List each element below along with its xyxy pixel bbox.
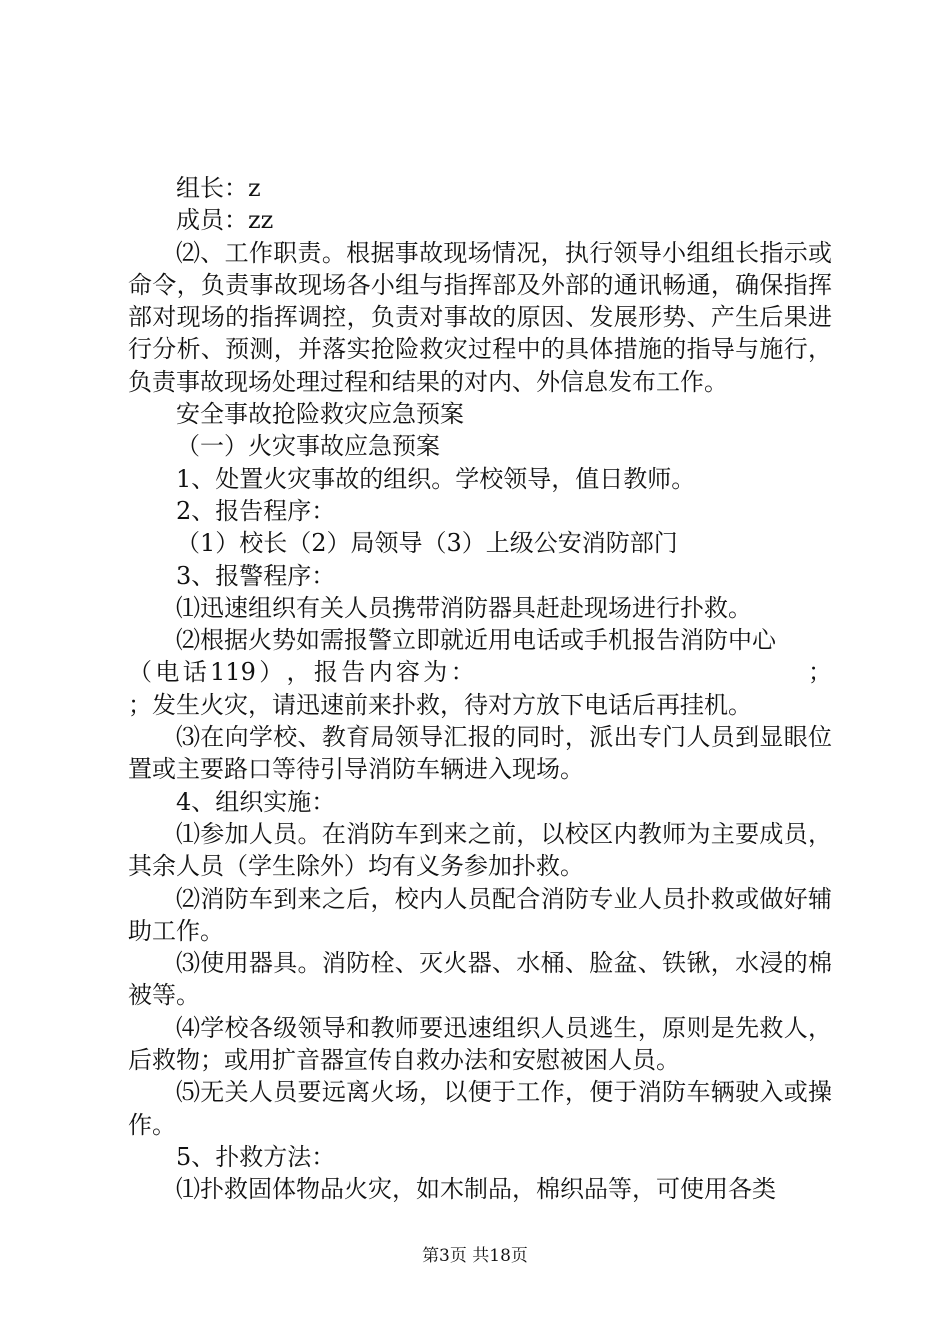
paragraph-members: 成员：zz xyxy=(176,206,274,235)
paragraph-alarm-step-2: ⑵根据火势如需报警立即就近用电话或手机报告消防中心 xyxy=(176,626,776,655)
phone-line-char: 话 xyxy=(182,658,207,687)
paragraph-report-procedure: 2、报告程序： xyxy=(176,496,336,525)
paragraph-report-chain: （1）校长（2）局领导（3）上级公安消防部门 xyxy=(176,529,678,558)
phone-line-char: 内 xyxy=(368,658,393,687)
phone-line-char: ： xyxy=(450,658,475,687)
page-footer: 第3页 共18页 xyxy=(422,1246,528,1266)
phone-line-char: ， xyxy=(286,658,311,687)
paragraph-impl-step-3: ⑶使用器具。消防栓、灭火器、水桶、脸盆、铁锹，水浸的棉被等。 xyxy=(128,949,832,1010)
paragraph-impl-step-1: ⑴参加人员。在消防车到来之前，以校区内教师为主要成员，其余人员（学生除外）均有义务参加扑救。 xyxy=(128,819,832,881)
paragraph-alarm-step-1: ⑴迅速组织有关人员携带消防器具赶赴现场进行扑救。 xyxy=(176,593,752,622)
phone-line-char: 电 xyxy=(155,658,180,687)
paragraph-alarm-continuation: ；发生火灾，请迅速前来扑救，待对方放下电话后再挂机。 xyxy=(128,690,752,719)
phone-line-char: （ xyxy=(128,658,152,687)
paragraph-alarm-procedure: 3、报警程序： xyxy=(176,561,336,590)
phone-line-char: 报 xyxy=(313,658,338,687)
document-body xyxy=(128,172,832,1206)
phone-line-char: 为 xyxy=(423,658,448,687)
paragraph-organization: 1、处置火灾事故的组织。学校领导，值日教师。 xyxy=(176,464,696,493)
paragraph-impl-step-2: ⑵消防车到来之后，校内人员配合消防专业人员扑救或做好辅助工作。 xyxy=(128,884,832,945)
subsection-heading: （一）火灾事故应急预案 xyxy=(176,432,440,461)
paragraph-methods: 5、扑救方法： xyxy=(176,1142,336,1171)
paragraph-method-step-1: ⑴扑救固体物品火灾，如木制品，棉织品等，可使用各类 xyxy=(176,1175,776,1204)
phone-report-line xyxy=(128,656,832,688)
phone-line-char: ） xyxy=(259,658,284,687)
paragraph-duties: ⑵、工作职责。根据事故现场情况，执行领导小组组长指示或命令，负责事故现场各小组与指挥部及外部的通讯畅通，确保指挥部对现场的指挥调控，负责对事故的原因、发展形势、产生后果进行分析、预测，并落实抢险救灾过程中的具体措施的指导与施行，负责事故现场处理过程和结果的对内、外信息发布工作。 xyxy=(128,238,832,396)
paragraph-impl-step-5: ⑸无关人员要远离火场，以便于工作，便于消防车辆驶入或操作。 xyxy=(128,1078,832,1139)
phone-line-char: 119 xyxy=(210,658,256,687)
paragraph-alarm-step-3: ⑶在向学校、教育局领导汇报的同时，派出专门人员到显眼位置或主要路口等待引导消防车辆进入现场。 xyxy=(128,723,832,784)
phone-line-char: 容 xyxy=(395,658,420,687)
paragraph-leader: 组长：z xyxy=(176,174,261,202)
phone-line-end: ； xyxy=(807,658,832,687)
paragraph-implementation: 4、组织实施： xyxy=(176,787,336,816)
paragraph-impl-step-4: ⑷学校各级领导和教师要迅速组织人员逃生，原则是先救人，后救物；或用扩音器宣传自救办法和安慰被困人员。 xyxy=(128,1013,832,1075)
section-heading: 安全事故抢险救灾应急预案 xyxy=(176,400,464,429)
phone-line-char: 告 xyxy=(341,658,366,687)
